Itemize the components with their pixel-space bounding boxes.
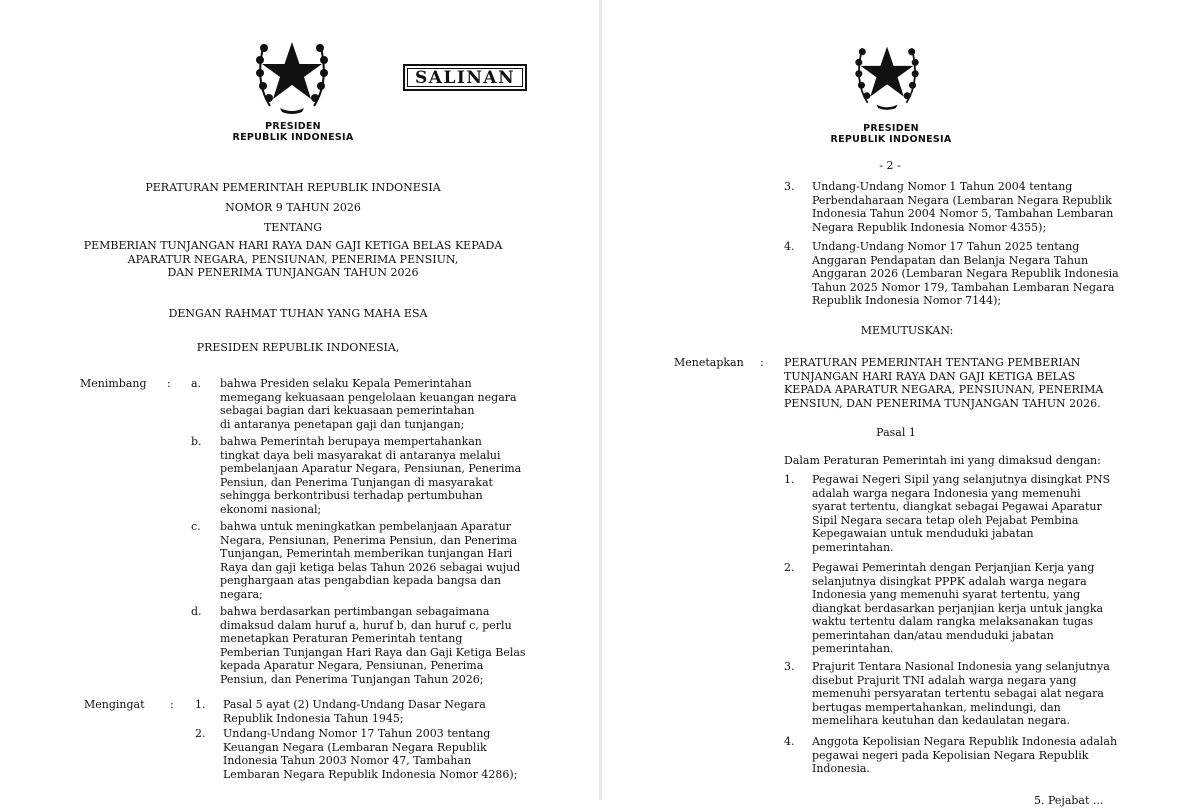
text-line: diangkat berdasarkan perjanjian kerja untuk jangka [812,601,1104,615]
text-line: pemerintahan. [812,642,894,655]
menetapkan-text [784,356,1124,410]
text-line: dimaksud dalam huruf a, huruf b, dan huruf c, perlu [220,618,512,632]
mengingat-marker-2: 2. [195,727,206,740]
menimbang-item-d [220,605,530,686]
text-line: di antaranya penetapan gaji dan tunjangan; [220,417,465,431]
caption-line: REPUBLIK INDONESIA [232,132,354,143]
menimbang-marker-a: a. [191,377,202,390]
menimbang-marker-b: b. [191,435,202,448]
text-line: Sipil Negara secara tetap oleh Pejabat Pembina [812,513,1079,527]
text-line: KEPADA APARATUR NEGARA, PENSIUNAN, PENERIMA [784,383,1104,396]
salinan-stamp: SALINAN [403,64,527,91]
menimbang-label: Menimbang [80,377,147,390]
definition-item-1 [812,473,1124,554]
text-line: waktu tertentu dalam rangka melaksanakan tugas [812,615,1094,628]
caption-line: PRESIDEN [265,121,321,132]
text-line: Anggaran Pendapatan dan Belanja Negara Tahun [812,253,1089,267]
text-line: adalah warga negara Indonesia yang memenuhi [812,486,1081,500]
preamble: DENGAN RAHMAT TUHAN YANG MAHA ESA [168,307,428,320]
text-line: penghargaan atas pengabdian kepada bangsa dan [220,574,501,587]
text-line: Indonesia yang memenuhi syarat tertentu, yang [812,588,1081,601]
text-line: Tahun 2025 Nomor 179, Tambahan Lembaran Negara [812,280,1115,294]
mengingat-item-1 [223,698,533,725]
mengingat-marker-3: 3. [784,180,795,193]
text-line: TUNJANGAN HARI RAYA DAN GAJI KETIGA BELAS [784,369,1076,383]
document-page-2 [602,0,1200,807]
text-line: syarat tertentu, diangkat sebagai Pegawai Aparatur [812,500,1102,513]
mengingat-item-2 [223,727,533,781]
text-line: Republik Indonesia Tahun 1945; [223,711,404,725]
mengingat-colon: : [170,698,174,711]
text-line: Negara, Pensiunan, Penerima Pensiun, dan Penerima [220,533,518,547]
definition-item-4 [812,735,1124,776]
text-line: Keuangan Negara (Lembaran Negara Republik [223,740,487,754]
text-line: memegang kekuasaan pengelolaan keuangan negara [220,390,517,404]
text-line: Undang-Undang Nomor 17 Tahun 2003 tentang [223,727,491,740]
definition-marker-1: 1. [784,473,795,486]
text-line: bertugas mempertahankan, melindungi, dan [812,700,1061,714]
menimbang-marker-c: c. [191,520,201,533]
caption-line: REPUBLIK INDONESIA [830,134,952,145]
text-line: pegawai negeri pada Kepolisian Negara Republik [812,748,1089,762]
mengingat-marker-1: 1. [195,698,206,711]
text-line: Republik Indonesia Nomor 7144); [812,294,1002,307]
text-line: sehingga berkontribusi terhadap pertumbuhan [220,489,483,502]
definition-item-2 [812,561,1124,656]
text-line: memelihara keutuhan dan kedaulatan negara. [812,714,1071,727]
text-line: memenuhi persyaratan tertentu sebagai alat negara [812,687,1104,700]
menimbang-item-c [220,520,530,601]
text-line: ekonomi nasional; [220,502,322,516]
text-line: Indonesia Tahun 2003 Nomor 47, Tambahan [223,754,472,767]
next-page-hint: 5. Pejabat ... [1034,794,1104,807]
regulation-subject-line: DAN PENERIMA TUNJANGAN TAHUN 2026 [167,266,419,279]
pasal-heading: Pasal 1 [876,426,916,439]
text-line: Undang-Undang Nomor 1 Tahun 2004 tentang [812,180,1073,193]
text-line: Pegawai Pemerintah dengan Perjanjian Kerja yang [812,561,1095,574]
menetapkan-colon: : [760,356,764,369]
text-line: pembelanjaan Aparatur Negara, Pensiunan, Penerima [220,462,522,475]
menimbang-colon: : [167,377,171,390]
mengingat-marker-4: 4. [784,240,795,253]
emblem-caption [788,123,994,145]
text-line: sebagai bagian dari kekuasaan pemerintahan [220,404,475,417]
regulation-subject-line: PEMBERIAN TUNJANGAN HARI RAYA DAN GAJI KETIGA BELAS KEPADA [83,239,503,252]
text-line: PENSIUN, DAN PENERIMA TUNJANGAN TAHUN 2026. [784,396,1101,410]
definition-marker-4: 4. [784,735,795,748]
menimbang-item-a [220,377,530,431]
text-line: Pegawai Negeri Sipil yang selanjutnya disingkat PNS [812,473,1111,486]
text-line: pemerintahan dan/atau menduduki jabatan [812,628,1054,642]
text-line: bahwa untuk meningkatkan pembelanjaan Aparatur [220,520,512,533]
text-line: Tunjangan, Pemerintah memberikan tunjangan Hari [220,547,513,560]
presidential-emblem-icon [250,26,334,116]
menetapkan-label: Menetapkan [674,356,744,369]
text-line: menetapkan Peraturan Pemerintah tentang [220,632,463,645]
text-line: kepada Aparatur Negara, Pensiunan, Penerima [220,659,484,672]
issuer: PRESIDEN REPUBLIK INDONESIA, [196,341,400,354]
text-line: Prajurit Tentara Nasional Indonesia yang selanjutnya [812,660,1110,673]
text-line: Indonesia. [812,762,870,775]
text-line: bahwa berdasarkan pertimbangan sebagaimana [220,605,490,618]
caption-line: PRESIDEN [863,123,919,134]
regulation-number: NOMOR 9 TAHUN 2026 [225,201,361,214]
text-line: PERATURAN PEMERINTAH TENTANG PEMBERIAN [784,356,1081,369]
definition-marker-2: 2. [784,561,795,574]
menimbang-item-b [220,435,530,516]
text-line: Negara Republik Indonesia Nomor 4355); [812,220,1047,234]
text-line: Lembaran Negara Republik Indonesia Nomor 4286); [223,767,518,781]
text-line: Raya dan gaji ketiga belas Tahun 2026 sebagai wujud [220,560,521,574]
mengingat-item-3 [812,180,1124,234]
presidential-emblem-icon [850,30,924,114]
mengingat-item-4 [812,240,1124,308]
menimbang-marker-d: d. [191,605,202,618]
text-line: pemerintahan. [812,540,894,554]
tentang-label: TENTANG [263,221,323,234]
mengingat-label: Mengingat [84,698,145,711]
text-line: selanjutnya disingkat PPPK adalah warga negara [812,574,1087,588]
page-number: - 2 - [879,159,901,172]
text-line: Anggota Kepolisian Negara Republik Indonesia adalah [812,735,1118,748]
text-line: bahwa Presiden selaku Kepala Pemerintahan [220,377,472,390]
text-line: Pemberian Tunjangan Hari Raya dan Gaji Ketiga Belas [220,645,526,659]
text-line: Indonesia Tahun 2004 Nomor 5, Tambahan Lembaran [812,207,1114,220]
definition-marker-3: 3. [784,660,795,673]
document-page-1 [0,0,598,800]
text-line: Pensiun, dan Penerima Tunjangan di masyarakat [220,475,493,489]
text-line: Kepegawaian untuk menduduki jabatan [812,527,1034,540]
regulation-title-block [40,181,546,280]
text-line: disebut Prajurit TNI adalah warga negara yang [812,673,1077,687]
text-line: Anggaran 2026 (Lembaran Negara Republik Indonesia [812,267,1119,280]
regulation-title: PERATURAN PEMERINTAH REPUBLIK INDONESIA [145,181,441,194]
text-line: Perbendaharaan Negara (Lembaran Negara Republik [812,193,1112,207]
definition-item-3 [812,660,1124,728]
text-line: Pasal 5 ayat (2) Undang-Undang Dasar Negara [223,698,486,711]
memutuskan-heading: MEMUTUSKAN: [860,324,954,337]
text-line: bahwa Pemerintah berupaya mempertahankan [220,435,482,448]
emblem-caption [190,121,396,143]
text-line: negara; [220,587,263,601]
text-line: Pensiun, dan Penerima Tunjangan Tahun 2026; [220,672,484,686]
regulation-subject-line: APARATUR NEGARA, PENSIUNAN, PENERIMA PENSIUN, [127,252,459,266]
text-line: Undang-Undang Nomor 17 Tahun 2025 tentang [812,240,1080,253]
pasal-intro: Dalam Peraturan Pemerintah ini yang dimaksud dengan: [784,454,1101,467]
text-line: tingkat daya beli masyarakat di antaranya melalui [220,448,501,462]
